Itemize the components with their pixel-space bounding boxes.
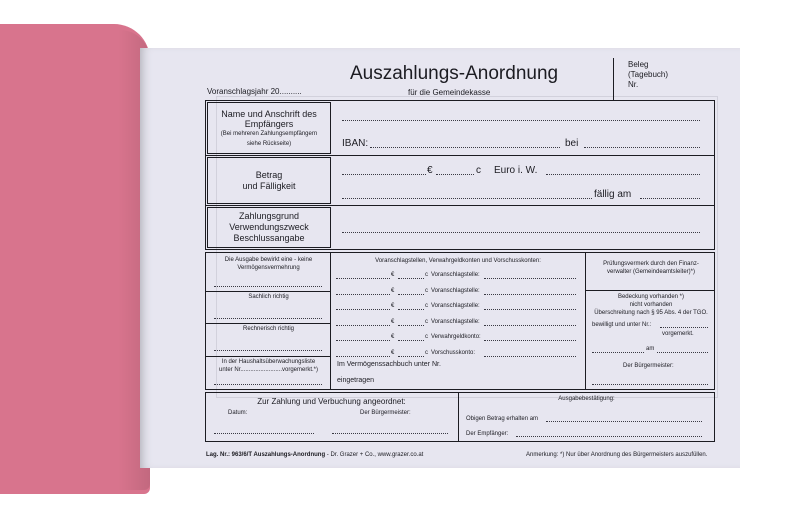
bedeckung-label: Bedeckung vorhanden *) bbox=[617, 294, 685, 300]
haushalt-field[interactable] bbox=[214, 384, 322, 385]
account-euro-field[interactable] bbox=[336, 294, 390, 295]
betrag-label: Betrag bbox=[255, 170, 283, 180]
beleg-divider bbox=[613, 58, 614, 100]
verwendungszweck-label: Verwendungszweck bbox=[229, 222, 309, 232]
account-number-field[interactable] bbox=[484, 356, 576, 357]
form-title: Auszahlungs-Anordnung bbox=[350, 63, 559, 84]
bewilligt-label: bewilligt und unter Nr.: bbox=[592, 322, 652, 328]
account-type-label: Vorschusskonto: bbox=[431, 349, 476, 356]
euro-sign: € bbox=[427, 165, 433, 176]
bottom-buergermeister-field[interactable] bbox=[332, 433, 448, 434]
left-divider-1 bbox=[205, 291, 330, 292]
rechnerisch-richtig-field[interactable] bbox=[214, 350, 322, 351]
row-divider-2 bbox=[205, 205, 715, 206]
faellig-am-label: fällig am bbox=[594, 189, 632, 200]
left-divider-3 bbox=[205, 356, 330, 357]
account-cent-field[interactable] bbox=[398, 294, 424, 295]
middle-divider-right bbox=[585, 252, 586, 390]
eingetragen-label: eingetragen bbox=[337, 377, 374, 384]
beschlussangabe-label: Beschlussangabe bbox=[233, 233, 305, 243]
empfaenger-signature-field[interactable] bbox=[516, 436, 702, 437]
buergermeister-label: Der Bürgermeister: bbox=[623, 363, 674, 369]
footer-order-number bbox=[206, 452, 423, 458]
vermoegen-note-2: Vermögensvermehrung bbox=[237, 265, 300, 271]
euro-amount-field[interactable] bbox=[342, 174, 426, 175]
account-cent-sign: c bbox=[425, 334, 428, 340]
erhalten-am-label: Obigen Betrag erhalten am bbox=[466, 416, 539, 422]
bewilligt-ort-field[interactable] bbox=[592, 352, 644, 353]
account-euro-sign: € bbox=[391, 334, 395, 340]
zahlungsgrund-field[interactable] bbox=[342, 232, 700, 233]
account-cent-sign: c bbox=[425, 318, 428, 325]
bottom-buergermeister-label: Der Bürgermeister: bbox=[360, 410, 411, 416]
account-cent-sign: c bbox=[425, 287, 428, 294]
betrag-line-2[interactable] bbox=[342, 198, 592, 199]
empfaenger-label: Name und Anschrift des bbox=[221, 109, 317, 119]
bedeckung-label-2: nicht vorhanden bbox=[629, 302, 673, 308]
vermoegen-field[interactable] bbox=[214, 286, 322, 287]
account-cent-field[interactable] bbox=[398, 309, 424, 310]
account-type-label: Voranschlagstelle: bbox=[431, 272, 480, 278]
empfaenger-note: (Bei mehreren Zahlungsempfängern bbox=[220, 131, 318, 137]
datum-field[interactable] bbox=[214, 433, 314, 434]
account-euro-sign: € bbox=[391, 287, 395, 294]
empfaenger-note-2: siehe Rückseite) bbox=[246, 141, 292, 147]
account-euro-sign: € bbox=[391, 303, 395, 309]
account-euro-field[interactable] bbox=[336, 325, 390, 326]
account-number-field[interactable] bbox=[484, 278, 576, 279]
empfaenger-label-2: Empfängers bbox=[244, 119, 294, 129]
erhalten-am-field[interactable] bbox=[546, 421, 702, 422]
bank-field[interactable] bbox=[584, 147, 700, 148]
ueberschreitung-label: Überschreitung nach § 95 Abs. 4 der TGO. bbox=[594, 310, 708, 316]
account-number-field[interactable] bbox=[484, 340, 576, 341]
cent-amount-field[interactable] bbox=[436, 174, 474, 175]
account-euro-field[interactable] bbox=[336, 356, 390, 357]
buergermeister-signature[interactable] bbox=[592, 384, 708, 385]
left-divider-2 bbox=[205, 323, 330, 324]
empfaenger-sign-label: Der Empfänger: bbox=[466, 431, 509, 437]
faellig-am-field[interactable] bbox=[640, 198, 700, 199]
account-cent-field[interactable] bbox=[398, 356, 424, 357]
haushalt-label: In der Haushaltsüberwachungsliste bbox=[221, 359, 316, 365]
cent-sign: c bbox=[476, 165, 481, 176]
form-subtitle: für die Gemeindekasse bbox=[408, 88, 491, 97]
account-cent-sign: c bbox=[425, 272, 428, 278]
empfaenger-name-field[interactable] bbox=[342, 120, 700, 121]
bei-label: bei bbox=[565, 138, 579, 149]
vermoegenssachbuch-label: Im Vermögenssachbuch unter Nr. bbox=[337, 361, 441, 368]
ausgabebestaetigung-heading: Ausgabebestätigung: bbox=[558, 396, 615, 402]
account-type-label: Voranschlagstelle: bbox=[431, 318, 480, 325]
pruefungsvermerk-label: Prüfungsvermerk durch den Finanz- bbox=[603, 261, 699, 267]
am-label: am bbox=[646, 346, 655, 352]
euro-words-label: Euro i. W. bbox=[494, 165, 538, 176]
vorgemerkt-label: vorgemerkt. bbox=[662, 331, 694, 337]
footer-lag-nr: Lag. Nr.: 963/6/T Auszahlungs-Anordnung bbox=[206, 452, 326, 458]
account-type-label: Verwahrgeldkonto: bbox=[431, 334, 481, 340]
account-number-field[interactable] bbox=[484, 325, 576, 326]
account-euro-sign: € bbox=[391, 349, 395, 356]
zahlungsgrund-label: Zahlungsgrund bbox=[238, 211, 300, 221]
account-euro-field[interactable] bbox=[336, 340, 390, 341]
accounts-header: Voranschlagstellen, Verwahrgeldkonten und Vorschusskonten: bbox=[375, 258, 541, 264]
account-euro-field[interactable] bbox=[336, 278, 390, 279]
angeordnet-heading: Zur Zahlung und Verbuchung angeordnet: bbox=[257, 397, 406, 406]
account-cent-field[interactable] bbox=[398, 340, 424, 341]
beleg-nr-label: Nr. bbox=[628, 80, 639, 89]
sachlich-richtig-field[interactable] bbox=[214, 318, 322, 319]
sachlich-richtig-label: Sachlich richtig bbox=[248, 294, 289, 300]
tagebuch-label: (Tagebuch) bbox=[628, 70, 669, 79]
middle-divider-left bbox=[330, 252, 331, 390]
pruefungsvermerk-label-2: verwalter (Gemeindeamtsleiter)*) bbox=[606, 269, 696, 275]
footer-publisher: - Dr. Grazer + Co., www.grazer.co.at bbox=[325, 452, 424, 458]
account-type-label: Voranschlagstelle: bbox=[431, 287, 480, 294]
account-number-field[interactable] bbox=[484, 294, 576, 295]
iban-label: IBAN: bbox=[342, 138, 369, 149]
faelligkeit-label: und Fälligkeit bbox=[242, 181, 296, 191]
voranschlagsjahr-field[interactable]: Voranschlagsjahr 20.......... bbox=[207, 87, 302, 96]
account-number-field[interactable] bbox=[484, 309, 576, 310]
haushalt-label-2: unter Nr.........................vorgemerkt.*) bbox=[218, 367, 319, 373]
account-cent-sign: c bbox=[425, 303, 428, 309]
account-type-label: Voranschlagstelle: bbox=[431, 303, 480, 309]
account-cent-field[interactable] bbox=[398, 325, 424, 326]
footer-remark: Anmerkung: *) Nur über Anordnung des Bürgermeisters auszufüllen. bbox=[526, 452, 708, 458]
bewilligt-datum-field[interactable] bbox=[657, 352, 708, 353]
right-divider bbox=[585, 290, 715, 291]
rechnerisch-richtig-label: Rechnerisch richtig bbox=[242, 326, 295, 332]
account-euro-field[interactable] bbox=[336, 309, 390, 310]
euro-words-field[interactable] bbox=[546, 174, 700, 175]
vermoegen-note: Die Ausgabe bewirkt eine - keine bbox=[224, 257, 313, 263]
beleg-label: Beleg bbox=[628, 60, 649, 69]
account-cent-field[interactable] bbox=[398, 278, 424, 279]
iban-field[interactable] bbox=[370, 147, 560, 148]
account-cent-sign: c bbox=[425, 349, 428, 356]
datum-label: Datum: bbox=[228, 410, 248, 416]
bewilligt-nr-field[interactable] bbox=[660, 327, 708, 328]
account-euro-sign: € bbox=[391, 272, 395, 278]
account-euro-sign: € bbox=[391, 318, 395, 325]
row-divider-1 bbox=[205, 155, 715, 156]
